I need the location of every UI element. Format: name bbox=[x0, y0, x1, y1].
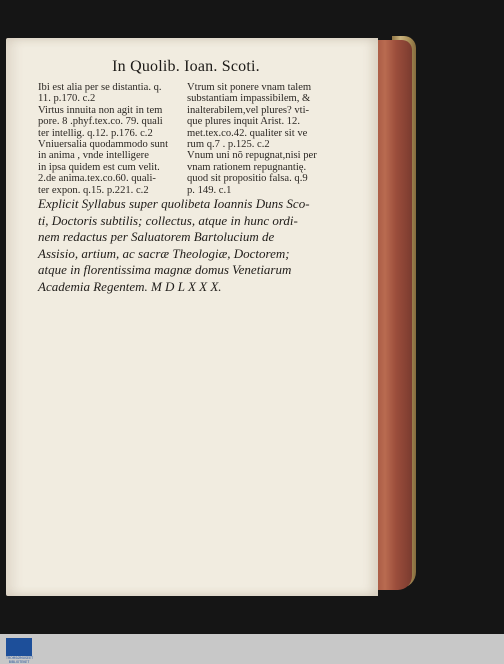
index-entry bbox=[38, 139, 193, 196]
colophon-line: Assisio, artium, ac sacræ Theologiæ, Doctorem; bbox=[38, 245, 290, 261]
library-logo-mark bbox=[6, 638, 32, 656]
index-entry bbox=[187, 82, 342, 150]
index-entry-line: Ibi est alia per se distantia. q. bbox=[38, 82, 162, 93]
index-entry-line: ter expon. q.15. p.221. c.2 bbox=[38, 184, 149, 196]
index-entry-line: met.tex.co.42. qualiter sit ve bbox=[187, 127, 308, 139]
index-entry-line: quod sit propositio falsa. q.9 bbox=[187, 173, 308, 185]
index-entry-line: inalterabilem,vel plures? vti- bbox=[187, 104, 310, 116]
colophon-line: nem redactus per Saluatorem Bartolucium de bbox=[38, 229, 275, 245]
index-entry-line: rum q.7 . p.125. c.2 bbox=[187, 139, 270, 151]
index-entry-line: ter intellig. q.12. p.176. c.2 bbox=[38, 127, 153, 139]
colophon-line: Explicit Syllabus super quolibeta Ioannis Duns Sco- bbox=[38, 196, 310, 211]
index-entry-line: Vnum uni nõ repugnat,nisi per bbox=[187, 150, 317, 162]
colophon-line: ti, Doctoris subtilis; collectus, atque in hunc ordi- bbox=[38, 212, 298, 228]
index-column-left bbox=[38, 82, 193, 196]
colophon bbox=[38, 196, 338, 296]
viewer-footer-bar bbox=[0, 634, 504, 664]
index-column-right bbox=[187, 82, 342, 196]
index-entry bbox=[38, 82, 193, 105]
library-logo bbox=[6, 638, 32, 664]
book-fore-edge bbox=[376, 40, 412, 590]
index-entry-line: substantiam impassibilem, & bbox=[187, 93, 311, 105]
colophon-line: atque in florentissima magnæ domus Venetiarum bbox=[38, 262, 292, 278]
index-entry-line: Vniuersalia quodammodo sunt bbox=[38, 139, 169, 151]
index-entry-line: 11. p.170. c.2 bbox=[38, 93, 96, 105]
index-entry-line: vnam rationem repugnantię. bbox=[187, 161, 307, 173]
index-entry bbox=[187, 150, 342, 196]
index-entry-line: in anima , vnde intelligere bbox=[38, 150, 149, 162]
index-entry-line: Virtus innuita non agit in tem bbox=[38, 104, 163, 116]
index-entry-line: pore. 8 .phyf.tex.co. 79. quali bbox=[38, 116, 163, 128]
index-entry bbox=[38, 105, 193, 139]
index-entry-line: p. 149. c.1 bbox=[187, 184, 232, 196]
index-entry-line: Vtrum sit ponere vnam talem bbox=[187, 82, 312, 93]
colophon-line: Academia Regentem. M D L X X X. bbox=[38, 278, 222, 294]
index-entry-line: 2.de anima.tex.co.60. quali- bbox=[38, 173, 156, 185]
index-entry-line: in ipsa quidem est cum velit. bbox=[38, 161, 160, 173]
running-head: In Quolib. Ioan. Scoti. bbox=[112, 58, 260, 75]
library-logo-label: TROMSØMUSEET bbox=[6, 656, 34, 660]
library-logo-label: BIBLIOTEKET bbox=[8, 660, 30, 664]
index-entry-line: que plures inquit Arist. 12. bbox=[187, 116, 300, 128]
